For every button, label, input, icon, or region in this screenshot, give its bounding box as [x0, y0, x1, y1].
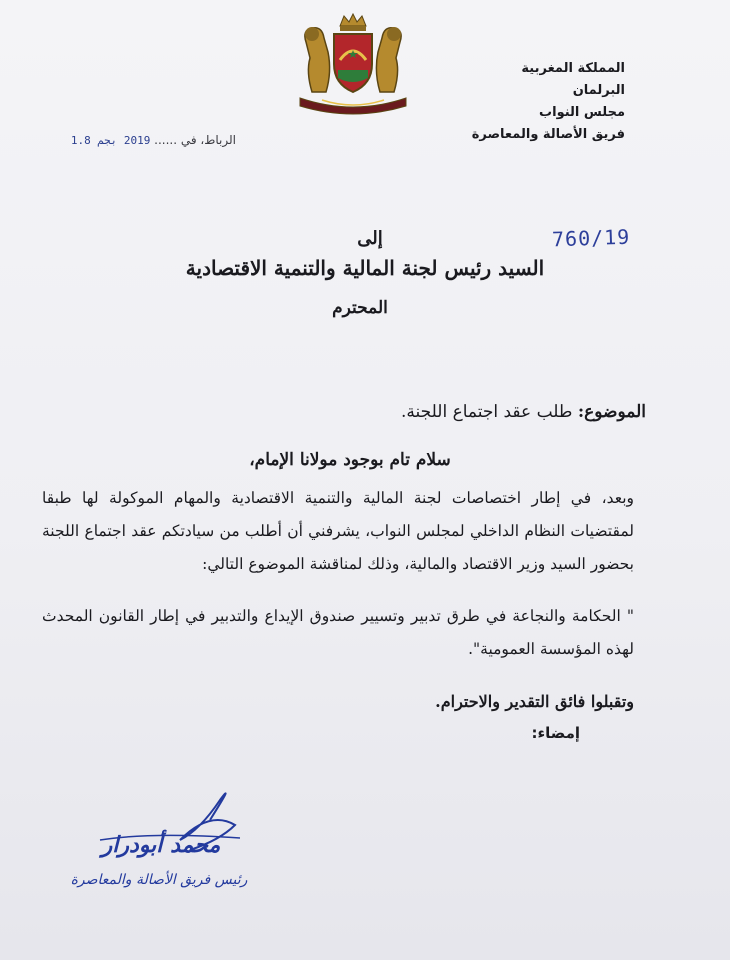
- subject-text: طلب عقد اجتماع اللجنة.: [401, 402, 573, 422]
- letterhead: [425, 58, 625, 146]
- subject-label: الموضوع:: [577, 402, 646, 422]
- closing-line: وتقبلوا فائق التقدير والاحترام.: [435, 692, 634, 711]
- handwritten-date: 2019 بجم 1.8: [70, 134, 151, 147]
- addressee-to: إلى: [357, 228, 383, 249]
- date-line: [56, 133, 236, 147]
- group-name: فريق الأصالة والمعاصرة: [471, 127, 625, 142]
- subject-line: [246, 402, 646, 422]
- parliament-name: البرلمان: [572, 83, 625, 98]
- royal-emblem-icon: [292, 12, 414, 118]
- quoted-topic: " الحكامة والنجاعة في طرق تدبير وتسيير صندوق الإيداع والتدبير في إطار القانون المحدث لهذه المؤسسة العمومية".: [42, 607, 634, 658]
- date-prefix: الرباط، في ......: [154, 133, 236, 147]
- signature-label: إمضاء:: [531, 724, 580, 742]
- greeting: سلام تام بوجود مولانا الإمام،: [249, 450, 451, 470]
- addressee-honorific: المحترم: [332, 298, 388, 318]
- body-paragraph: وبعد، في إطار اختصاصات لجنة المالية والتنمية الاقتصادية والمهام الموكولة لها طبقا لمقتضيات النظام الداخلي لمجلس النواب، يشرفني أن أطلب من سيادتكم عقد اجتماع اللجنة بحضور السيد وزير الاقتصاد والمالية، وذلك لمناقشة الموضوع التالي:: [42, 489, 634, 573]
- signatory-title: رئيس فريق الأصالة والمعاصرة: [70, 872, 248, 888]
- kingdom-name: المملكة المغربية: [521, 61, 625, 76]
- house-name: مجلس النواب: [539, 105, 625, 120]
- signatory-name: محمد أبودرار: [101, 832, 221, 858]
- addressee-recipient: السيد رئيس لجنة المالية والتنمية الاقتصادية: [185, 256, 545, 280]
- reference-number: 760/19: [551, 224, 631, 252]
